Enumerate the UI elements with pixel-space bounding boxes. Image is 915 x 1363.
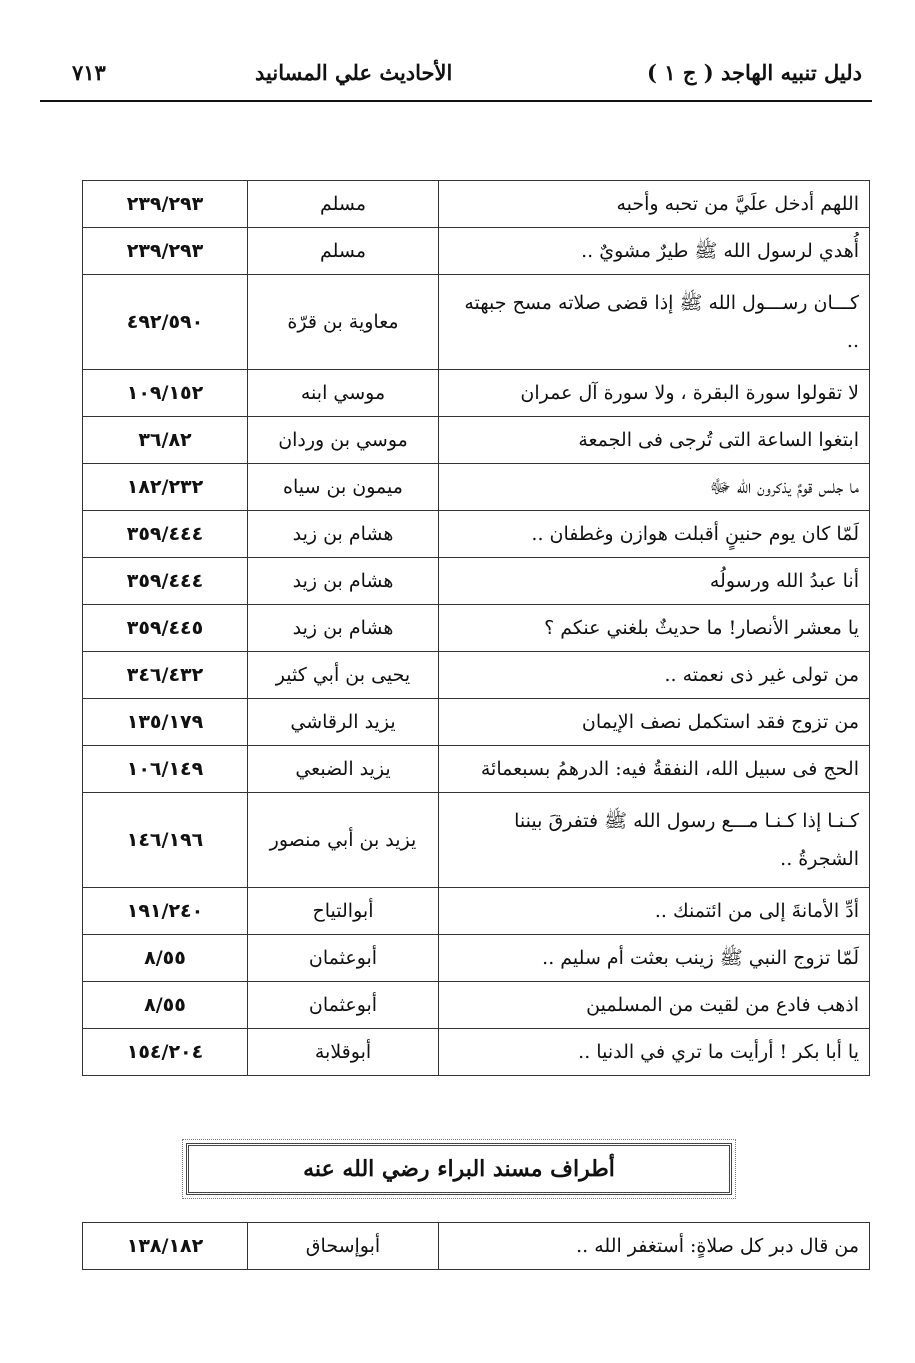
narrator-cell: معاوية بن قرّة xyxy=(248,275,439,370)
narrator-cell: أبوعثمان xyxy=(248,935,439,982)
table-row xyxy=(83,1029,870,1076)
table-row xyxy=(83,275,870,370)
table-row xyxy=(83,417,870,464)
hadith-text-cell: كـنـا إذا كـنـا مـــع رسول الله ﷺ فتفرقَ بيننا الشجرةُ .. xyxy=(439,793,870,888)
table-row xyxy=(83,699,870,746)
narrator-cell: مسلم xyxy=(248,181,439,228)
table-row xyxy=(83,793,870,888)
reference-cell: ٣٥٩/٤٤٤ xyxy=(83,558,248,605)
table-row xyxy=(83,464,870,511)
reference-cell: ٨/٥٥ xyxy=(83,935,248,982)
header-book-title: دليل تنبيه الهاجد ( ج ١ ) xyxy=(647,60,862,85)
reference-cell: ١٠٦/١٤٩ xyxy=(83,746,248,793)
reference-cell: ١٣٥/١٧٩ xyxy=(83,699,248,746)
table-row xyxy=(83,181,870,228)
narrator-cell: يزيد الضبعي xyxy=(248,746,439,793)
table-row xyxy=(83,370,870,417)
header-divider xyxy=(40,100,872,102)
table-row xyxy=(83,982,870,1029)
reference-cell: ١٨٢/٢٣٢ xyxy=(83,464,248,511)
narrator-cell: يحيى بن أبي كثير xyxy=(248,652,439,699)
reference-cell: ٢٣٩/٢٩٣ xyxy=(83,228,248,275)
hadith-text-cell: أدِّ الأمانةَ إلى من ائتمنك .. xyxy=(439,888,870,935)
table-row xyxy=(83,558,870,605)
narrator-cell: أبوعثمان xyxy=(248,982,439,1029)
hadith-text-cell: من تولى غير ذى نعمته .. xyxy=(439,652,870,699)
hadith-text-cell: من تزوج فقد استكمل نصف الإيمان xyxy=(439,699,870,746)
narrator-cell: أبوقلابة xyxy=(248,1029,439,1076)
narrator-cell: موسي ابنه xyxy=(248,370,439,417)
reference-cell: ٢٣٩/٢٩٣ xyxy=(83,181,248,228)
running-header xyxy=(40,56,872,92)
hadith-index-table-bara xyxy=(82,1222,870,1270)
narrator-cell: أبوإسحاق xyxy=(248,1223,439,1270)
hadith-text-cell: يا أبا بكر ! أرأيت ما تري في الدنيا .. xyxy=(439,1029,870,1076)
hadith-text-cell: لَمّا تزوج النبي ﷺ زينب بعثت أم سليم .. xyxy=(439,935,870,982)
reference-cell: ٣٥٩/٤٤٥ xyxy=(83,605,248,652)
narrator-cell: موسي بن وردان xyxy=(248,417,439,464)
table-row xyxy=(83,511,870,558)
hadith-text-cell: أنا عبدُ الله ورسولُه xyxy=(439,558,870,605)
reference-cell: ١٥٤/٢٠٤ xyxy=(83,1029,248,1076)
hadith-text-cell: لا تقولوا سورة البقرة ، ولا سورة آل عمران xyxy=(439,370,870,417)
page-number: ٧١٣ xyxy=(72,60,106,85)
table-row xyxy=(83,888,870,935)
narrator-cell: يزيد بن أبي منصور xyxy=(248,793,439,888)
narrator-cell: هشام بن زيد xyxy=(248,511,439,558)
narrator-cell: هشام بن زيد xyxy=(248,605,439,652)
hadith-index-table xyxy=(82,180,870,1076)
reference-cell: ١٣٨/١٨٢ xyxy=(83,1223,248,1270)
hadith-text-cell: اذهب فادع من لقيت من المسلمين xyxy=(439,982,870,1029)
hadith-text-cell: يا معشر الأنصار! ما حديثٌ بلغني عنكم ؟ xyxy=(439,605,870,652)
table-row xyxy=(83,605,870,652)
narrator-cell: هشام بن زيد xyxy=(248,558,439,605)
reference-cell: ٨/٥٥ xyxy=(83,982,248,1029)
section-heading: أطراف مسند البراء رضي الله عنه xyxy=(186,1143,732,1195)
reference-cell: ٣٥٩/٤٤٤ xyxy=(83,511,248,558)
table-row xyxy=(83,746,870,793)
table-row xyxy=(83,935,870,982)
hadith-text-cell: من قال دبر كل صلاةٍ: أستغفر الله .. xyxy=(439,1223,870,1270)
hadith-text-cell: ابتغوا الساعة التى تُرجى فى الجمعة xyxy=(439,417,870,464)
table-row xyxy=(83,652,870,699)
hadith-text-cell: كـــان رســـول الله ﷺ إذا قضى صلاته مسح جبهته .. xyxy=(439,275,870,370)
table-row xyxy=(83,228,870,275)
reference-cell: ٣٤٦/٤٣٢ xyxy=(83,652,248,699)
reference-cell: ٤٩٢/٥٩٠ xyxy=(83,275,248,370)
narrator-cell: ميمون بن سياه xyxy=(248,464,439,511)
reference-cell: ١٩١/٢٤٠ xyxy=(83,888,248,935)
narrator-cell: يزيد الرقاشي xyxy=(248,699,439,746)
header-center-title: الأحاديث علي المسانيد xyxy=(255,60,453,85)
hadith-text-cell: الحج فى سبيل الله، النفقةُ فيه: الدرهمُ بسبعمائة xyxy=(439,746,870,793)
reference-cell: ٣٦/٨٢ xyxy=(83,417,248,464)
reference-cell: ١٤٦/١٩٦ xyxy=(83,793,248,888)
hadith-text-cell: اللهم أدخل علَيَّ من تحبه وأحبه xyxy=(439,181,870,228)
narrator-cell: مسلم xyxy=(248,228,439,275)
narrator-cell: أبوالتياح xyxy=(248,888,439,935)
hadith-text-cell: ما جلس قومٌ يذكرون الله ﷻ xyxy=(439,464,870,511)
hadith-text-cell: لَمّا كان يوم حنينٍ أقبلت هوازن وغطفان .. xyxy=(439,511,870,558)
hadith-text-cell: أُهدي لرسول الله ﷺ طيرٌ مشويٌ .. xyxy=(439,228,870,275)
table-row xyxy=(83,1223,870,1270)
reference-cell: ١٠٩/١٥٢ xyxy=(83,370,248,417)
